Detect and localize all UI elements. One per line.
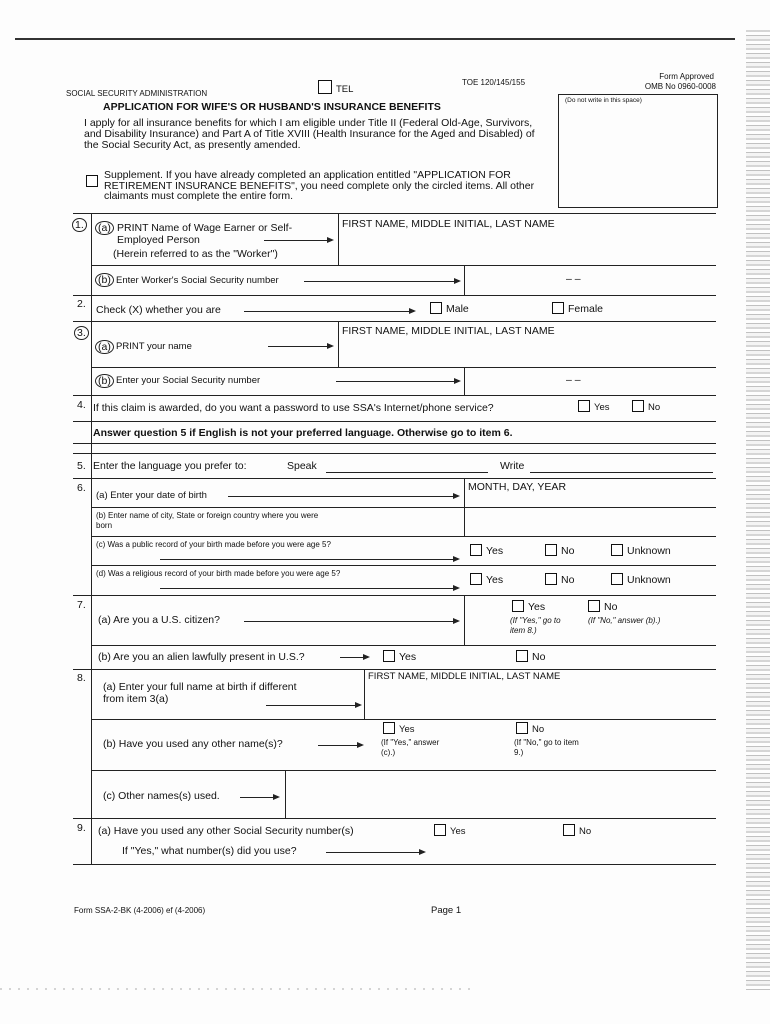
q3a-letter-text: (a) bbox=[95, 340, 114, 354]
q6c-label: (c) Was a public record of your birth made before you were age 5? bbox=[96, 540, 331, 549]
religious-no-box[interactable] bbox=[545, 573, 557, 585]
arrow bbox=[240, 797, 278, 798]
q8-name-header: FIRST NAME, MIDDLE INITIAL, LAST NAME bbox=[368, 671, 561, 682]
left-margin-line bbox=[91, 213, 92, 864]
arrow bbox=[244, 311, 414, 312]
q4-number: 4. bbox=[77, 399, 86, 411]
password-no-box[interactable] bbox=[632, 400, 644, 412]
row-line bbox=[91, 645, 716, 646]
q2-label: Check (X) whether you are bbox=[96, 304, 221, 316]
alien-no-box[interactable] bbox=[516, 650, 528, 662]
table-top bbox=[73, 213, 716, 214]
other-ssn-field[interactable] bbox=[430, 840, 715, 862]
q3b-letter bbox=[95, 374, 114, 388]
q2-number: 2. bbox=[77, 298, 86, 310]
arrow bbox=[340, 657, 368, 658]
speak-line bbox=[326, 472, 488, 473]
religious-record-yes[interactable] bbox=[470, 573, 503, 586]
form-approved: Form Approved bbox=[659, 72, 714, 81]
q7b-label: (b) Are you an alien lawfully present in U.S.? bbox=[98, 651, 305, 663]
q1b-letter bbox=[95, 273, 114, 287]
other-names-yes-box[interactable] bbox=[383, 722, 395, 734]
row-line bbox=[73, 669, 716, 670]
row-line bbox=[91, 565, 716, 566]
q3a-label: PRINT your name bbox=[116, 341, 192, 352]
q1a-letter bbox=[95, 221, 114, 235]
row-line bbox=[73, 295, 716, 296]
password-no-checkbox[interactable] bbox=[632, 400, 660, 413]
row-line bbox=[73, 321, 716, 322]
birth-name-field[interactable] bbox=[365, 684, 715, 718]
your-ssn-dashes: – – bbox=[566, 374, 581, 386]
row-line bbox=[73, 421, 716, 422]
row-line bbox=[91, 719, 716, 720]
dob-header: MONTH, DAY, YEAR bbox=[468, 481, 567, 493]
religious-record-no[interactable] bbox=[545, 573, 574, 586]
worker-name-field[interactable] bbox=[339, 230, 715, 264]
q8b-label: (b) Have you used any other name(s)? bbox=[103, 738, 283, 750]
male-box[interactable] bbox=[430, 302, 442, 314]
q1a-letter-text: (a) bbox=[95, 221, 114, 235]
q3-number bbox=[74, 326, 89, 340]
public-no-label: No bbox=[561, 545, 575, 557]
arrow bbox=[264, 240, 332, 241]
q1a-note: (Herein referred to as the "Worker") bbox=[113, 248, 278, 260]
other-ssn-no-checkbox[interactable] bbox=[563, 824, 591, 837]
q1b-label: Enter Worker's Social Security number bbox=[116, 275, 279, 286]
password-yes-checkbox[interactable] bbox=[578, 400, 610, 413]
citizen-no-box[interactable] bbox=[588, 600, 600, 612]
row-line bbox=[73, 478, 716, 479]
female-checkbox[interactable] bbox=[552, 302, 603, 315]
row-line bbox=[73, 453, 716, 454]
other-names-no-checkbox[interactable] bbox=[516, 722, 544, 735]
supplement-box[interactable] bbox=[86, 175, 98, 187]
public-yes-box[interactable] bbox=[470, 544, 482, 556]
q3-num: 3. bbox=[74, 326, 89, 340]
citizen-no-note: (If "No," answer (b).) bbox=[588, 616, 661, 625]
row-line bbox=[73, 443, 716, 444]
your-ssn-field[interactable] bbox=[465, 368, 715, 394]
alien-yes-box[interactable] bbox=[383, 650, 395, 662]
worker-ssn-field[interactable] bbox=[465, 266, 715, 294]
q8c-label: (c) Other names(s) used. bbox=[103, 790, 220, 802]
scan-artifact bbox=[0, 988, 470, 990]
other-ssn-no-label: No bbox=[579, 826, 592, 837]
intro-text: I apply for all insurance benefits for which I am eligible under Title II (Federal Old-Age, Survivors, and Disability Insurance) and Part A of Title XVIII (Health Insurance for the Aged and Disabled) of the Social Security Act, as presently amended. bbox=[84, 117, 535, 151]
write-line bbox=[530, 472, 713, 473]
row-line bbox=[91, 536, 716, 537]
q6a-label: (a) Enter your date of birth bbox=[96, 490, 207, 501]
page-number: Page 1 bbox=[431, 905, 462, 916]
q8a-label: (a) Enter your full name at birth if different from item 3(a) bbox=[103, 681, 297, 705]
supplement-checkbox[interactable] bbox=[86, 172, 102, 190]
form-id: Form SSA-2-BK (4-2006) ef (4-2006) bbox=[74, 906, 206, 915]
office-use-box bbox=[558, 94, 718, 208]
password-yes-box[interactable] bbox=[578, 400, 590, 412]
religious-record-unknown[interactable] bbox=[611, 573, 671, 586]
row-line bbox=[73, 595, 716, 596]
female-box[interactable] bbox=[552, 302, 564, 314]
public-unknown-label: Unknown bbox=[627, 545, 671, 557]
arrow bbox=[244, 621, 458, 622]
religious-unknown-label: Unknown bbox=[627, 574, 671, 586]
scan-edge bbox=[746, 30, 770, 990]
public-record-unknown[interactable] bbox=[611, 544, 671, 557]
birthplace-field[interactable] bbox=[465, 508, 715, 535]
other-names-yes-checkbox[interactable] bbox=[383, 722, 415, 735]
speak-label: Speak bbox=[287, 460, 317, 472]
arrow bbox=[160, 559, 458, 560]
q1a-label: PRINT Name of Wage Earner or Self-Employed Person bbox=[117, 222, 293, 246]
q3a-letter bbox=[95, 340, 114, 354]
arrow bbox=[336, 381, 459, 382]
arrow bbox=[318, 745, 362, 746]
female-label: Female bbox=[568, 303, 604, 315]
public-unknown-box[interactable] bbox=[611, 544, 623, 556]
q8-number: 8. bbox=[77, 672, 86, 684]
q5-number: 5. bbox=[77, 460, 86, 472]
row-line bbox=[73, 818, 716, 819]
public-record-yes[interactable] bbox=[470, 544, 503, 557]
alien-yes-checkbox[interactable] bbox=[383, 650, 416, 663]
q3b-letter-text: (b) bbox=[95, 374, 114, 388]
other-ssn-no-box[interactable] bbox=[563, 824, 575, 836]
q9-number: 9. bbox=[77, 822, 86, 834]
arrow bbox=[228, 496, 458, 497]
your-name-field[interactable] bbox=[339, 338, 715, 366]
other-ssn-yes-label: Yes bbox=[450, 826, 466, 837]
public-no-box[interactable] bbox=[545, 544, 557, 556]
alien-no-checkbox[interactable] bbox=[516, 650, 545, 663]
arrow bbox=[304, 281, 459, 282]
citizen-yes-note: (If "Yes," go to item 8.) bbox=[510, 616, 561, 635]
form-title: APPLICATION FOR WIFE'S OR HUSBAND'S INSURANCE BENEFITS bbox=[103, 101, 441, 113]
q7-number: 7. bbox=[77, 599, 86, 611]
citizen-yes-checkbox[interactable] bbox=[512, 600, 545, 613]
other-names-yes-label: Yes bbox=[399, 724, 415, 735]
q6-number: 6. bbox=[77, 482, 86, 494]
other-names-yes-note: (If "Yes," answer (c).) bbox=[381, 738, 440, 757]
q6b-label: (b) Enter name of city, State or foreign country where you were born bbox=[96, 511, 319, 530]
password-yes-label: Yes bbox=[594, 402, 610, 413]
speak-field[interactable] bbox=[326, 458, 488, 472]
write-field[interactable] bbox=[530, 458, 713, 472]
q5-instruction: Answer question 5 if English is not your preferred language. Otherwise go to item 6. bbox=[93, 427, 513, 439]
alien-yes-label: Yes bbox=[399, 651, 417, 663]
q9-followup-label: If "Yes," what number(s) did you use? bbox=[122, 845, 297, 857]
other-names-no-label: No bbox=[532, 724, 545, 735]
agency-name: SOCIAL SECURITY ADMINISTRATION bbox=[66, 89, 208, 98]
public-record-no[interactable] bbox=[545, 544, 574, 557]
religious-yes-label: Yes bbox=[486, 574, 504, 586]
arrow bbox=[160, 588, 458, 589]
arrow bbox=[326, 852, 424, 853]
male-label: Male bbox=[446, 303, 469, 315]
q9a-label: (a) Have you used any other Social Security number(s) bbox=[98, 825, 354, 837]
supplement-text: Supplement. If you have already completed an application entitled "APPLICATION FOR RETIREMENT INSURANCE BENEFITS", you need complete only the circled items. All other claimants must complete the entire form. bbox=[104, 169, 535, 202]
q3-name-header: FIRST NAME, MIDDLE INITIAL, LAST NAME bbox=[342, 325, 555, 337]
q5-label: Enter the language you prefer to: bbox=[93, 460, 247, 472]
other-ssn-yes-box[interactable] bbox=[434, 824, 446, 836]
q6d-label: (d) Was a religious record of your birth made before you were age 5? bbox=[96, 569, 341, 578]
top-rule bbox=[15, 38, 735, 40]
q4-label: If this claim is awarded, do you want a password to use SSA's Internet/phone service? bbox=[93, 402, 494, 414]
toe-code: TOE 120/145/155 bbox=[462, 78, 526, 87]
omb-number: OMB No 0960-0008 bbox=[644, 82, 716, 91]
divider bbox=[464, 595, 465, 645]
tel-label: TEL bbox=[336, 84, 354, 95]
q1-number bbox=[72, 218, 87, 232]
citizen-no-checkbox[interactable] bbox=[588, 600, 617, 613]
q1b-letter-text: (b) bbox=[95, 273, 114, 287]
alien-no-label: No bbox=[532, 651, 546, 663]
arrow bbox=[268, 346, 332, 347]
q7a-label: (a) Are you a U.S. citizen? bbox=[98, 614, 220, 626]
citizen-no-label: No bbox=[604, 601, 618, 613]
other-names-field[interactable] bbox=[286, 771, 715, 817]
other-ssn-yes-checkbox[interactable] bbox=[434, 824, 466, 837]
row-line bbox=[73, 864, 716, 865]
tel-box[interactable] bbox=[318, 80, 332, 94]
q1-name-header: FIRST NAME, MIDDLE INITIAL, LAST NAME bbox=[342, 218, 555, 230]
q3b-label: Enter your Social Security number bbox=[116, 375, 261, 386]
worker-ssn-dashes: – – bbox=[566, 273, 581, 285]
religious-no-label: No bbox=[561, 574, 575, 586]
dob-field[interactable] bbox=[465, 493, 715, 506]
tel-checkbox[interactable] bbox=[318, 80, 353, 95]
password-no-label: No bbox=[648, 402, 661, 413]
public-yes-label: Yes bbox=[486, 545, 504, 557]
do-not-write-note: (Do not write in this space) bbox=[565, 97, 642, 104]
citizen-yes-label: Yes bbox=[528, 601, 546, 613]
religious-unknown-box[interactable] bbox=[611, 573, 623, 585]
q1-num: 1. bbox=[72, 218, 87, 232]
other-names-no-note: (If "No," go to item 9.) bbox=[514, 738, 579, 757]
religious-yes-box[interactable] bbox=[470, 573, 482, 585]
other-names-no-box[interactable] bbox=[516, 722, 528, 734]
row-line bbox=[73, 395, 716, 396]
male-checkbox[interactable] bbox=[430, 302, 469, 315]
arrow bbox=[266, 705, 360, 706]
write-label: Write bbox=[500, 460, 525, 472]
citizen-yes-box[interactable] bbox=[512, 600, 524, 612]
